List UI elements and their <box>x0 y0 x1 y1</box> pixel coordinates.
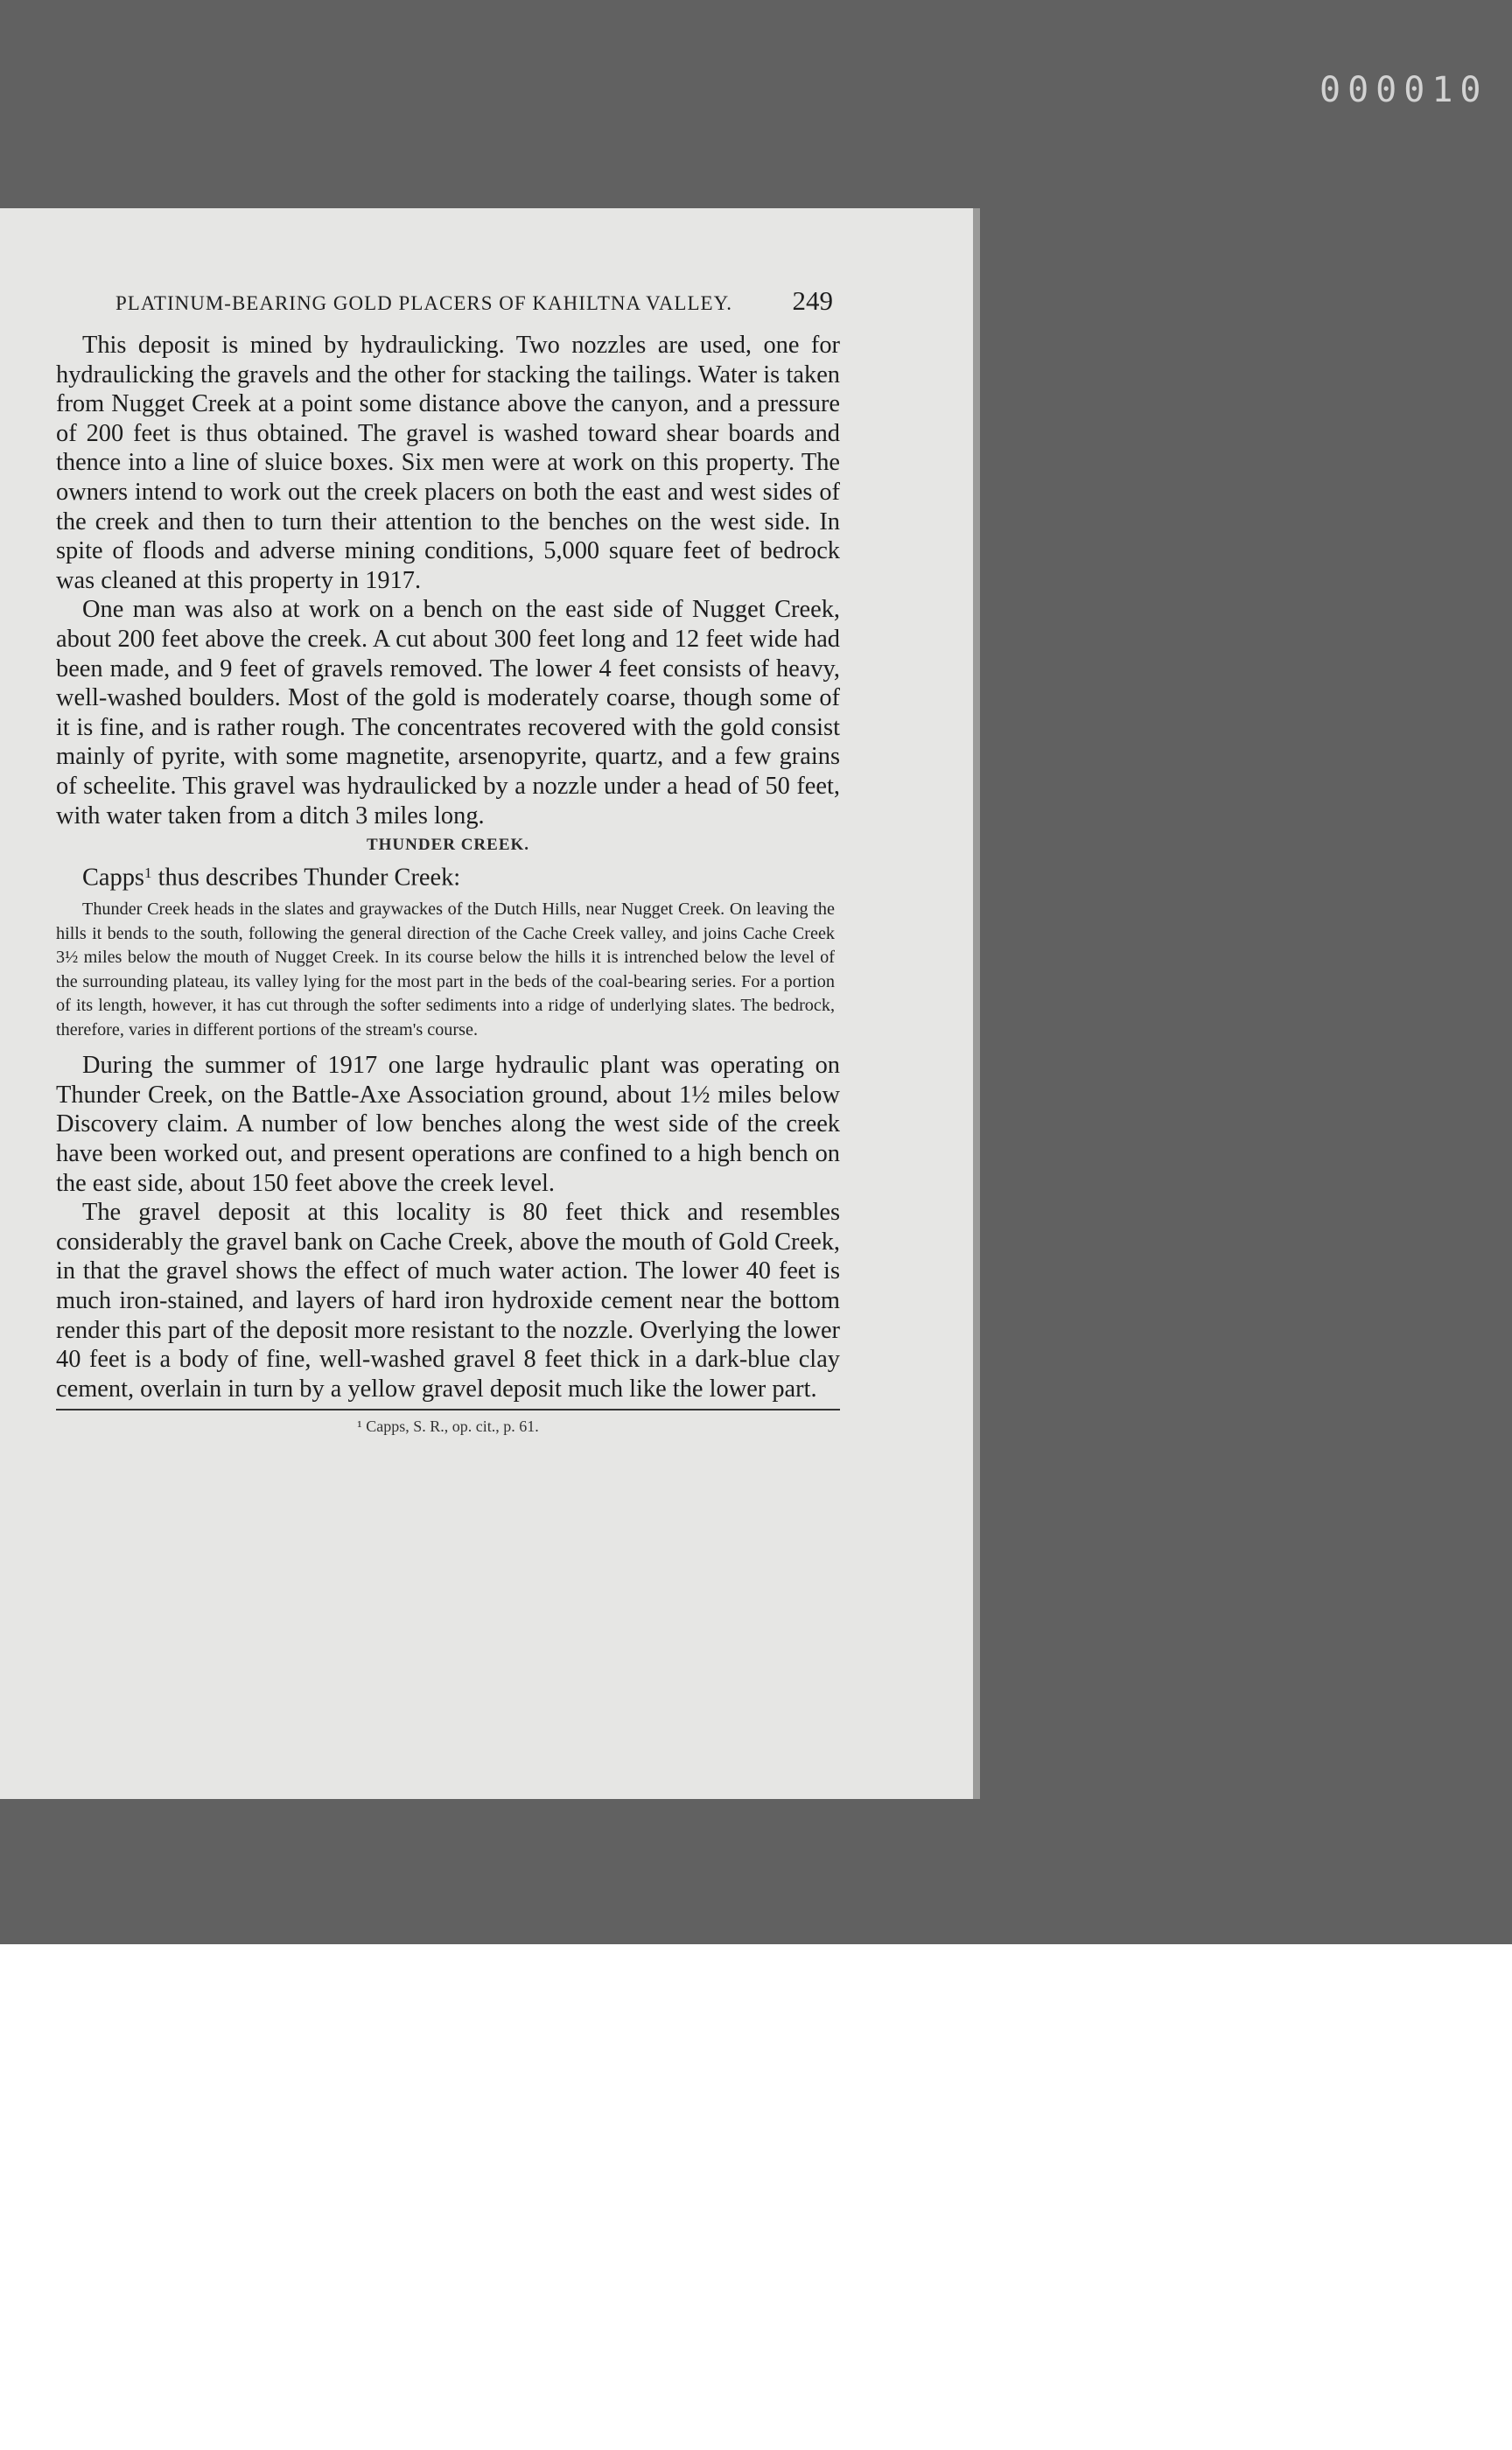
paragraph-hydraulicking: This deposit is mined by hydraulicking. Two nozzles are used, one for hydraulicking the gravels and the other for stacking the tailings. Water is taken from Nugget Creek at a point some distance above the canyon, and a pressure of 200 feet is thus obtained. The gravel is washed toward shear boards and thence into a line of sluice boxes. Six men were at work on this property. The owners intend to work out the creek placers on both the east and west sides of the creek and then to turn their attention to the benches on the west side. In spite of floods and adverse mining conditions, 5,000 square feet of bedrock was cleaned at this property in 1917. <box>56 332 840 594</box>
page-body <box>56 331 840 1436</box>
running-head <box>116 285 833 317</box>
page-stamp-number: 000010 <box>1320 70 1488 110</box>
block-quote: Thunder Creek heads in the slates and graywackes of the Dutch Hills, near Nugget Creek. On leaving the hills it bends to the south, following the general direction of the Cache Creek valley, and joins Cache Creek 3½ miles below the mouth of Nugget Creek. In its course below the hills it is intrenched below the level of the surrounding plateau, its valley lying for the most part in the beds of the coal-bearing series. For a portion of its length, however, it has cut through the softer sediments into a ridge of underlying slates. The bedrock, therefore, varies in different portions of the stream's course. <box>56 900 835 1040</box>
footnote-rule <box>56 1409 840 1410</box>
intro-rest: thus describes Thunder Creek: <box>151 864 461 892</box>
footnote-marker: 1 <box>144 864 152 882</box>
paragraph-hydraulic-plant: During the summer of 1917 one large hydraulic plant was operating on Thunder Creek, on the Battle-Axe Association ground, about 1½ miles below Discovery claim. A number of low benches along the west side of the creek have been worked out, and present operations are confined to a high bench on the east side, about 150 feet above the creek level. <box>56 1052 840 1197</box>
paragraph-gravel-deposit: The gravel deposit at this locality is 80 feet thick and resembles considerably the gravel bank on Cache Creek, above the mouth of Gold Creek, in that the gravel shows the effect of much water action. The lower 40 feet is much iron-stained, and layers of hard iron hydroxide cement near the bottom render this part of the deposit more resistant to the nozzle. Overlying the lower 40 feet is a body of fine, well-washed gravel 8 feet thick in a dark-blue clay cement, overlain in turn by a yellow gravel deposit much like the lower part. <box>56 1199 840 1403</box>
intro-author: Capps <box>82 864 144 892</box>
book-page <box>0 208 980 1799</box>
running-title: PLATINUM-BEARING GOLD PLACERS OF KAHILTNA VALLEY. <box>116 292 732 314</box>
section-heading: THUNDER CREEK. <box>366 836 530 855</box>
paragraph-bench-cut: One man was also at work on a bench on the east side of Nugget Creek, about 200 feet above the creek. A cut about 300 feet long and 12 feet wide had been made, and 9 feet of gravels removed. The lower 4 feet consists of heavy, well-washed boulders. Most of the gold is moderately coarse, though some of it is fine, and is rather rough. The concentrates recovered with the gold consist mainly of pyrite, with some magnetite, arsenopyrite, quartz, and a few grains of scheelite. This gravel was hydraulicked by a nozzle under a head of 50 feet, with water taken from a ditch 3 miles long. <box>56 596 840 830</box>
footnote: ¹ Capps, S. R., op. cit., p. 61. <box>357 1418 539 1436</box>
page-number: 249 <box>792 285 833 316</box>
quote-intro <box>56 858 840 892</box>
